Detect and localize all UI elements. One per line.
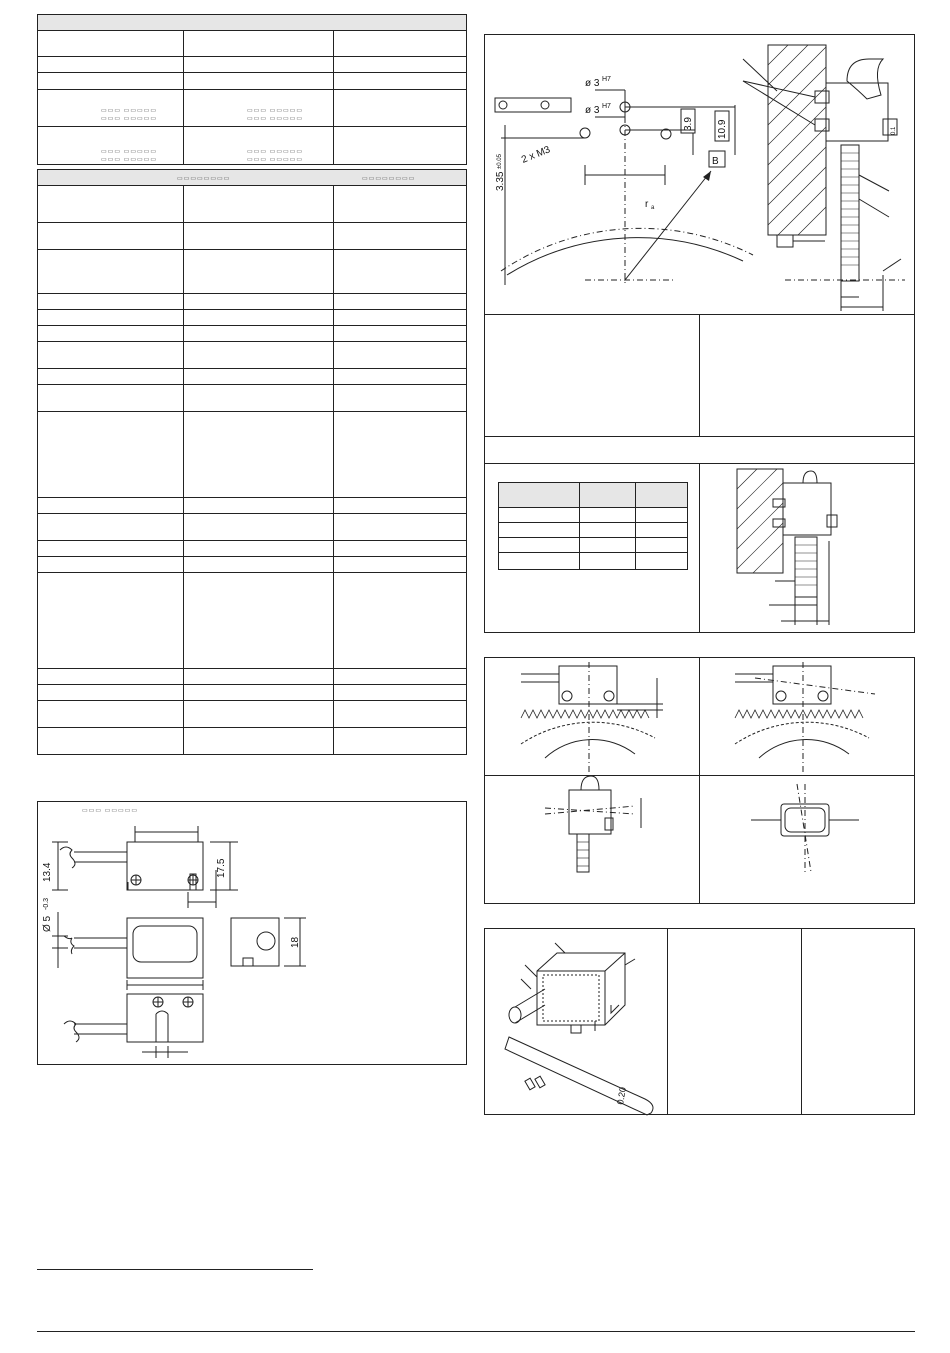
blurred-part-number: ▭▭▭ ▭▭▭▭▭ xyxy=(247,116,304,122)
blurred-part-number: ▭▭▭ ▭▭▭▭▭ xyxy=(101,149,158,155)
sensor-body-side xyxy=(127,842,203,890)
blurred-drawing-title: ▭▭▭ ▭▭▭▭▭ xyxy=(82,808,139,814)
dimension-drawing-svg xyxy=(38,802,468,1066)
blurred-part-number: ▭▭▭ ▭▭▭▭▭ xyxy=(247,149,304,155)
hole-fit-1-label: H7 xyxy=(602,76,611,83)
gap-label: 0.1 xyxy=(891,126,897,135)
mounting-drawing-panel xyxy=(484,34,915,315)
alignment-panel xyxy=(484,657,915,904)
blurred-part-number: ▭▭▭ ▭▭▭▭▭ xyxy=(247,108,304,114)
thread-label: 2 x M3 xyxy=(520,144,552,166)
blurred-part-number: ▭▭▭ ▭▭▭▭▭ xyxy=(101,157,158,163)
dim-3-35-label: 3.35 xyxy=(495,171,506,191)
dim-13-4-label: 13.4 xyxy=(42,862,53,882)
blurred-part-number: ▭▭▭ ▭▭▭▭▭ xyxy=(247,157,304,163)
alignment-svg xyxy=(485,658,916,905)
mounting-drawing-svg xyxy=(485,35,916,316)
mounting-detail-svg xyxy=(485,315,916,634)
radius-sub-label: a xyxy=(651,205,655,211)
dim-10-9-label: 10.9 xyxy=(717,119,728,139)
cable-tol-label: -0.3 xyxy=(43,897,50,910)
blurred-part-number: ▭▭▭ ▭▭▭▭▭ xyxy=(101,116,158,122)
cable-dia-label: Ø 5 xyxy=(42,915,53,932)
blurred-column-header: ▭▭▭▭▭▭▭▭ xyxy=(177,176,231,182)
hole-dia-2-label: ø 3 xyxy=(585,105,600,116)
package-illustration-svg xyxy=(485,929,667,1116)
spec-table-main xyxy=(37,169,467,755)
page-footer-rule xyxy=(37,1331,915,1332)
shim-thickness-label: 0.20 xyxy=(615,1086,629,1106)
sensor-dimension-drawing xyxy=(37,801,467,1065)
package-contents-panel xyxy=(484,928,915,1115)
dim-3-9-label: 3.9 xyxy=(683,117,694,131)
blurred-column-header: ▭▭▭▭▭▭▭▭ xyxy=(362,176,416,182)
hole-fit-2-label: H7 xyxy=(602,103,611,110)
dim-17-5-label: 17.5 xyxy=(216,858,227,878)
radius-label: r xyxy=(645,199,649,210)
dim-18-label: 18 xyxy=(290,936,301,948)
notes-panel xyxy=(484,314,915,633)
dim-3-35-tol-label: ±0.05 xyxy=(497,154,503,169)
hole-dia-1-label: ø 3 xyxy=(585,78,600,89)
blurred-part-number: ▭▭▭ ▭▭▭▭▭ xyxy=(101,108,158,114)
datum-b-label: B xyxy=(712,156,719,167)
spec-table-top xyxy=(37,14,467,165)
footnote-rule xyxy=(37,1269,313,1270)
